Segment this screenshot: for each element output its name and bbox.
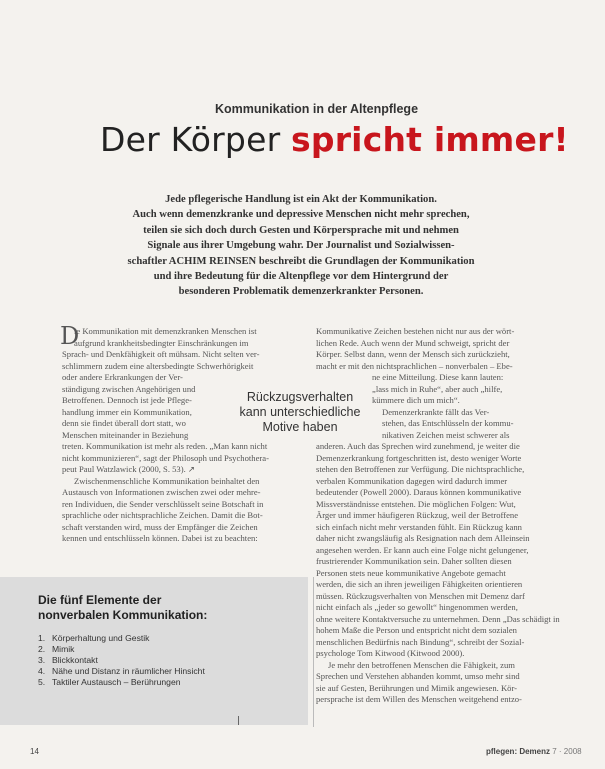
list-number: 1.: [38, 633, 46, 643]
lead-line: Jede pflegerische Handlung ist ein Akt der Kommunikation.: [165, 194, 437, 205]
body-line: stehen, das Entschlüsseln der kommu-: [382, 418, 514, 428]
info-box-list: [38, 633, 298, 688]
body-line: sich einfach nicht mehr verstanden fühlt. Ein Rückzug kann: [316, 521, 522, 532]
body-line: hohem Maße die Person und entspricht nicht dem sozialen: [316, 625, 517, 635]
list-item: [38, 655, 298, 666]
list-number: 3.: [38, 655, 46, 665]
list-item: [38, 644, 298, 655]
list-item: [38, 633, 298, 644]
body-line: nicht kommunizieren“, sagt der Philosoph und Psychothera-: [62, 452, 269, 463]
body-line: treten. Kommunikation ist mehr als reden. „Man kann nicht: [62, 441, 268, 451]
body-line: Missverständnisse entstehen. Die möglichen Folgen: Wut,: [316, 498, 516, 509]
body-line: Sprechen und Verstehen abhanden kommt, umso mehr sind: [316, 671, 520, 681]
lead-line: teilen sie sich doch durch Gesten und Körpersprache mit und nehmen: [143, 224, 459, 236]
body-line: Zwischenmenschliche Kommunikation beinhaltet den: [74, 475, 260, 486]
issue-number: 7 · 2008: [552, 747, 582, 756]
drop-cap: D: [60, 322, 80, 350]
body-line: ohne weitere Kontaktversuche zu unternehmen. Denn „Das schädigt in: [316, 613, 560, 624]
list-number: 5.: [38, 677, 46, 687]
body-line: nicht einfach als „jeder so gewollt“ hingenommen werden,: [316, 602, 518, 612]
body-line: schlimmern zudem eine altersbedingte Schwerhörigkeit: [62, 360, 254, 371]
body-line: verbalen Kommunikation dagegen wird dadurch immer: [316, 475, 508, 486]
body-line: Ärger und immer häufigeren Rückzug, weil der Betroffene: [316, 510, 519, 520]
body-line: stehen den Betroffenen zur Verfügung. Die nichtsprachliche,: [316, 464, 525, 474]
page-number: 14: [30, 747, 39, 756]
body-line: Kommunikative Zeichen bestehen nicht nur aus der wört-: [316, 326, 515, 336]
lead-line: schaftler ACHIM REINSEN beschreibt die Grundlagen der Kommunikation: [127, 255, 475, 267]
body-line: schaft verstanden wird, muss der Empfänger die Zeichen: [62, 521, 258, 532]
info-box-title-line: nonverbalen Kommunikation:: [38, 607, 208, 622]
headline-plain: Der Körper: [100, 120, 292, 159]
list-label: Blickkontakt: [52, 655, 98, 665]
lead-paragraph: [60, 192, 542, 300]
column-divider: [313, 577, 314, 727]
body-line: Demenzerkrankung fortgeschritten ist, desto weniger Worte: [316, 452, 522, 463]
body-line: frustrierender Kommunikation sein. Daher sollten diesen: [316, 556, 512, 566]
body-line: Personen stets neue kommunikative Angebote gemacht: [316, 567, 506, 578]
lead-line: Signale aus ihrer Umgebung wahr. Der Journalist und Sozialwissen-: [147, 240, 455, 252]
body-line: „lass mich in Ruhe“, aber auch „hilfe,: [372, 383, 503, 394]
publication-name: pflegen: Demenz: [486, 747, 551, 756]
pull-quote-line: Rückzugsverhalten: [246, 390, 354, 404]
body-line: nikativen Zeichen meist schwerer als: [382, 429, 510, 440]
body-line: ie Kommunikation mit demenzkranken Menschen ist: [74, 326, 257, 336]
body-line: oder andere Erkrankungen der Ver-: [62, 372, 183, 382]
pull-quote: [235, 386, 365, 439]
body-line: handlung immer ein Kommunikation,: [62, 406, 192, 417]
crop-mark: [238, 716, 239, 725]
lead-line: besonderen Problematik demenzerkrankter Personen.: [178, 286, 424, 298]
body-line: Betroffenen. Dennoch ist jede Pflege-: [62, 395, 192, 405]
body-line: sie auf Gesten, Berührungen und Mimik angewiesen. Kör-: [316, 682, 518, 693]
list-label: Mimik: [52, 644, 75, 654]
pull-quote-line: kann unterschiedliche: [239, 405, 361, 419]
lead-line: Auch wenn demenzkranke und depressive Menschen nicht mehr sprechen,: [132, 209, 470, 221]
body-line: aufgrund krankheitsbedingter Einschränkungen im: [74, 337, 249, 348]
body-line: sprachliche oder nichtsprachliche Zeichen. Damit die Bot-: [62, 510, 263, 520]
list-label: Nähe und Distanz in räumlicher Hinsicht: [52, 666, 205, 676]
list-item: [38, 677, 298, 688]
body-line: kennen und entschlüsseln können. Dabei ist zu beachten:: [62, 533, 258, 543]
pull-quote-line: Motive haben: [262, 420, 338, 434]
list-label: Körperhaltung und Gestik: [52, 633, 150, 643]
headline-accent: spricht immer!: [291, 120, 569, 159]
body-line: Menschen miteinander in Beziehung: [62, 429, 189, 440]
body-line: Körper. Selbst dann, wenn der Mensch sich zurückzieht,: [316, 349, 510, 359]
body-line: Demenzerkrankte fällt das Ver-: [382, 406, 490, 417]
body-line: müssen. Rückzugsverhalten von Menschen mit Demenz darf: [316, 590, 525, 601]
body-line: peut Paul Watzlawick (2000, S. 53). ↗: [62, 464, 196, 474]
body-line: ren Individuen, die Sender verschlüsselt seine Botschaft in: [62, 498, 264, 509]
body-line: werden, die sich an ihren jeweiligen Fähigkeiten orientieren: [316, 579, 523, 589]
section-kicker: Kommunikation in der Altenpflege: [215, 102, 419, 116]
page-title: [100, 120, 580, 159]
body-line: menschlichen Bedürfnis nach Bindung“, schreibt der Sozial-: [316, 636, 525, 647]
body-line: daher nicht zwangsläufig als Resignation nach dem Alleinsein: [316, 533, 530, 543]
body-line: anderen. Auch das Sprechen wird zunehmend, je weiter die: [316, 441, 520, 451]
info-box-title: [38, 593, 278, 622]
body-line: ne eine Mitteilung. Diese kann lauten:: [372, 372, 504, 382]
body-line: ständigung zwischen Angehörigen und: [62, 383, 196, 394]
lead-line: und ihre Bedeutung für die Altenpflege vor dem Hintergrund der: [153, 271, 449, 283]
body-line: Je mehr den betroffenen Menschen die Fähigkeit, zum: [328, 659, 515, 670]
info-box-title-line: Die fünf Elemente der: [38, 593, 162, 607]
body-line: denn sie findet überall dort statt, wo: [62, 418, 186, 428]
body-line: angesehen werden. Er kann auch eine Folge nicht gelungener,: [316, 544, 529, 555]
list-number: 2.: [38, 644, 46, 654]
body-line: macht er mit den nichtsprachlichen – nonverbalen – Ebe-: [316, 360, 513, 371]
body-line: persprache ist dem Willen des Menschen weitgehend entzo-: [316, 694, 522, 704]
list-label: Taktiler Austausch – Berührungen: [52, 677, 181, 687]
body-line: Sprach- und Denkfähigkeit oft mühsam. Nicht selten ver-: [62, 349, 260, 359]
body-line: Austausch von Informationen zwischen zwei oder mehre-: [62, 487, 261, 497]
body-column-right: [316, 326, 564, 706]
body-line: bedeutender (Powell 2000). Daraus können kommunikative: [316, 487, 522, 497]
body-line: kümmere dich um mich“.: [372, 395, 460, 405]
body-line: lichen Rede. Auch wenn der Mund schweigt, spricht der: [316, 337, 510, 348]
body-line: psychologe Tom Kitwood (Kitwood 2000).: [316, 648, 465, 658]
list-item: [38, 666, 298, 677]
publication-footer: [486, 747, 582, 756]
list-number: 4.: [38, 666, 46, 676]
